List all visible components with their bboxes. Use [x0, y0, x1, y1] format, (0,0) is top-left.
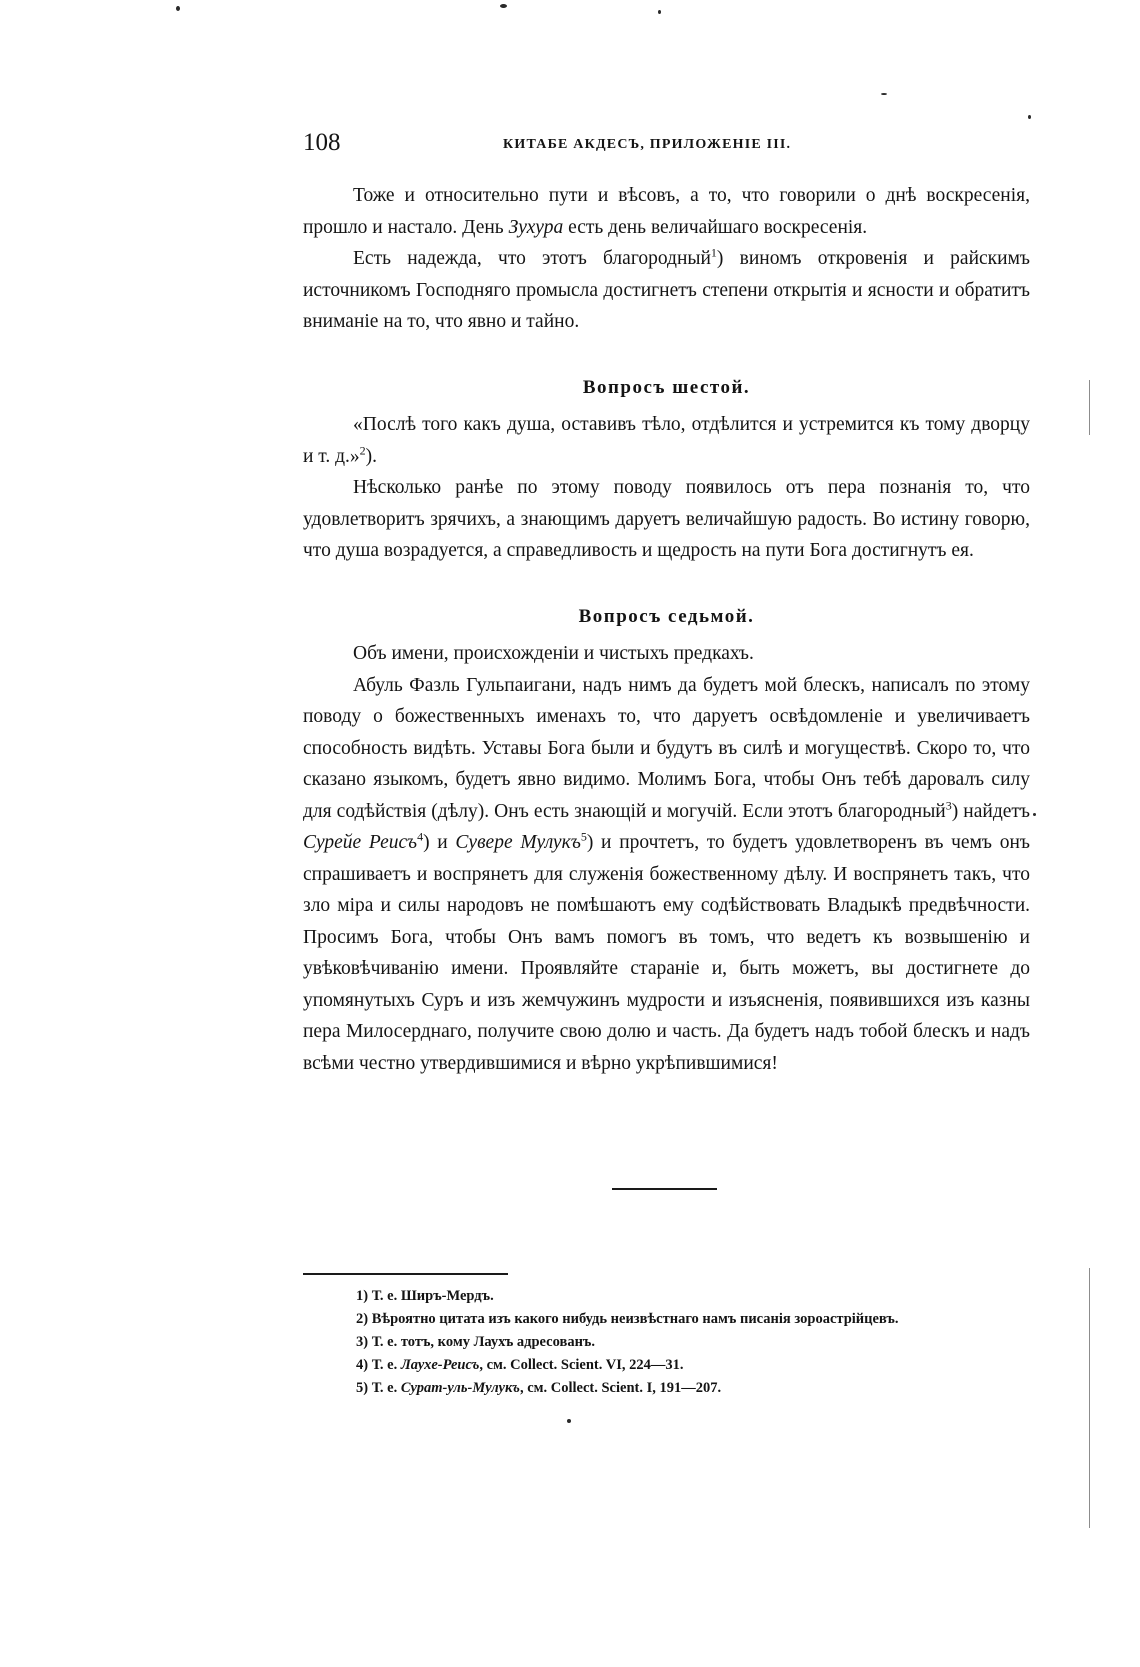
- section-heading-question-6: Вопросъ шестой.: [582, 376, 751, 398]
- scan-edge-line: [1089, 380, 1090, 435]
- footnotes: [356, 1285, 1036, 1400]
- term-zuhura: Зухура: [508, 216, 564, 238]
- end-of-text-rule: [612, 1188, 717, 1190]
- paragraph: Нѣсколько ранѣе по этому поводу появилось отъ пера познанія то, что удовлетворитъ зрячихъ, а знающимъ даруетъ величайшую радость. Во истину говорю, что душа возрадуется, а справедливость и щедрость на пути Бога достигнутъ ея.: [303, 477, 1030, 561]
- footnote-ref-2: 2: [359, 443, 366, 457]
- scan-speck: [881, 93, 887, 95]
- scan-speck: [567, 1419, 571, 1423]
- footnote-1: 1) Т. е. Ширъ-Мердъ.: [356, 1288, 494, 1304]
- footnote-ref-4: 4: [417, 829, 424, 844]
- question-quote: «Послѣ того какъ душа, оставивъ тѣло, отдѣлится и устремится къ тому дворцу и т. д.»$^2$).: [303, 414, 1030, 467]
- footnote-3: 3) Т. е. тотъ, кому Лаухъ адресованъ.: [356, 1334, 596, 1350]
- page-number: 108: [303, 129, 341, 156]
- scan-edge-line: [1089, 1268, 1090, 1528]
- section-gap: [303, 567, 1030, 601]
- section-gap: [303, 338, 1030, 372]
- scan-speck: [500, 4, 507, 8]
- footnote-ref-5: 5: [580, 829, 587, 844]
- running-head-title: КИТАБЕ АКДЕСЪ, ПРИЛОЖЕНІЕ III.: [503, 137, 792, 152]
- footnote-ref-1: 1: [710, 245, 717, 260]
- footnote-ref-3: 3: [945, 798, 952, 812]
- term-suvere-muluk: Сувере Мулукъ: [455, 832, 581, 853]
- question-topic: Объ имени, происхожденіи и чистыхъ предкахъ.: [353, 643, 754, 664]
- footnote-separator: [303, 1273, 508, 1275]
- scan-speck: [1033, 813, 1036, 816]
- footnote-4: 4) Т. е. Лаухе-Реисъ, см. Collect. Scient. VI, 224—31.: [356, 1357, 684, 1373]
- paragraph: Есть надежда, что этотъ благородный$^1$) виномъ откровенія и райскимъ источникомъ Господняго промысла достигнетъ степени открытія и ясности и обратитъ вниманіе на то, что явно и тайно.: [303, 245, 1030, 332]
- footnote-2: 2) Вѣроятно цитата изъ какого нибудь неизвѣстнаго намъ писанія зороастрійцевъ.: [356, 1311, 899, 1327]
- scan-speck: [1028, 115, 1031, 119]
- footnote-5: 5) Т. е. Сурат-уль-Мулукъ, см. Collect. Scient. I, 191—207.: [356, 1380, 722, 1396]
- paragraph: Тоже и относительно пути и вѣсовъ, а то, что говорили о днѣ воскресенія, прошло и настало. День Зухура есть день величайшаго воскресенія.: [303, 185, 1030, 238]
- body-text: [303, 180, 1030, 1079]
- paragraph: Абуль Фазль Гульпаигани, надъ нимъ да будетъ мой блескъ, написалъ по этому поводу о божественныхъ именахъ то, что даруетъ освѣдомленіе и увеличиваетъ способность видѣть. Уставы Бога были и будутъ въ силѣ и могуществѣ. Скоро то, что сказано языкомъ, будетъ явно видимо. Молимъ Бога, чтобы Онъ тебѣ даровалъ силу для содѣйствія (дѣлу). Онъ есть знающій и могучій. Если этотъ благородный$^3$) найдетъ Сурейе Реисъ$^4$) и Сувере Мулукъ$^5$) и прочтетъ, то будетъ удовлетворенъ въ чемъ онъ спрашиваетъ и воспрянетъ для служенія божественному дѣлу. И воспрянетъ такъ, что зло міра и силы народовъ не помѣшаютъ ему содѣйствовать Владыкѣ предвѣчности. Просимъ Бога, чтобы Онъ вамъ помогъ въ томъ, что ведетъ къ возвышенію и увѣковѣчиванію имени. Проявляйте стараніе и, быть можетъ, вы достигнете до упомянутыхъ Суръ и изъ жемчужинъ мудрости и изъясненія, появившихся изъ казны пера Милосерднаго, получите свою долю и часть. Да будетъ надъ тобой блескъ и надъ всѣми честно утвердившимися и вѣрно укрѣпившимися!: [303, 674, 1030, 1074]
- term-sureye-reis: Сурейе Реисъ: [303, 832, 418, 853]
- running-header: [303, 128, 1033, 168]
- scan-speck: [658, 10, 661, 14]
- section-heading-question-7: Вопросъ седьмой.: [578, 605, 755, 627]
- scan-speck: [176, 6, 180, 11]
